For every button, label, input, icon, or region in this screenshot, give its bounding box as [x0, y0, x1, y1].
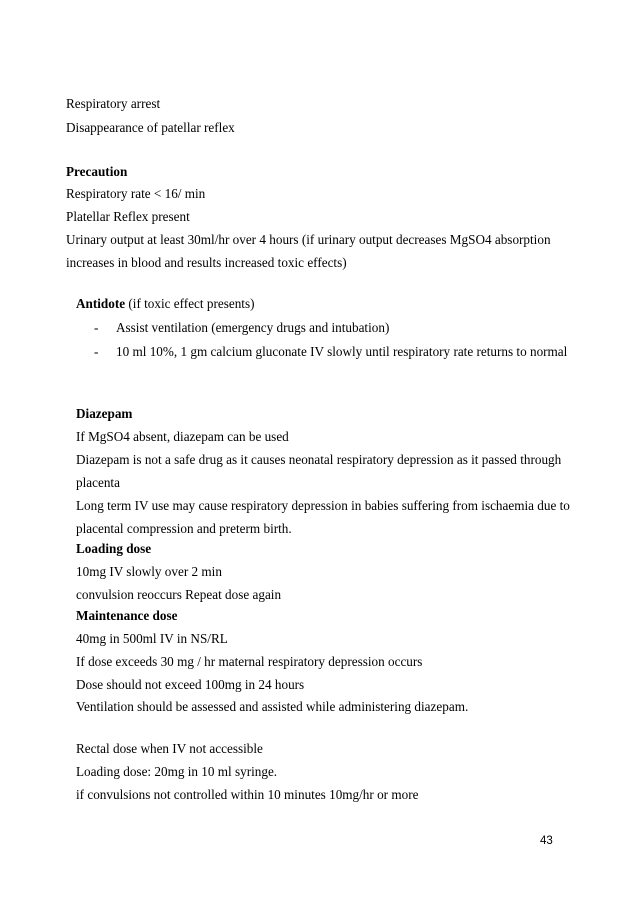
- diazepam-line: placental compression and preterm birth.: [76, 521, 292, 536]
- loading-dose-heading: Loading dose: [76, 541, 152, 556]
- diazepam-line: placenta: [76, 475, 120, 490]
- maintenance-dose-line: Ventilation should be assessed and assisted while administering diazepam.: [76, 699, 469, 714]
- precaution-line: Urinary output at least 30ml/hr over 4 hours (if urinary output decreases MgSO4 absorption: [66, 232, 551, 247]
- diazepam-line: If MgSO4 absent, diazepam can be used: [76, 429, 289, 444]
- antidote-bullet-item: Assist ventilation (emergency drugs and intubation): [116, 320, 390, 335]
- bullet-dash: -: [94, 320, 99, 335]
- precaution-heading: Precaution: [66, 164, 128, 179]
- precaution-line: Platellar Reflex present: [66, 209, 190, 224]
- text-line-respiratory-arrest: Respiratory arrest: [66, 96, 161, 111]
- maintenance-dose-heading: Maintenance dose: [76, 608, 178, 623]
- rectal-dose-line: if convulsions not controlled within 10 minutes 10mg/hr or more: [76, 787, 419, 802]
- page-number: 43: [540, 835, 553, 847]
- diazepam-heading: Diazepam: [76, 406, 133, 421]
- precaution-line: Respiratory rate < 16/ min: [66, 186, 206, 201]
- maintenance-dose-line: If dose exceeds 30 mg / hr maternal respiratory depression occurs: [76, 654, 423, 669]
- maintenance-dose-line: 40mg in 500ml IV in NS/RL: [76, 631, 228, 646]
- precaution-line: increases in blood and results increased toxic effects): [66, 255, 347, 270]
- diazepam-line: Diazepam is not a safe drug as it causes neonatal respiratory depression as it passed through: [76, 452, 562, 467]
- rectal-dose-line: Rectal dose when IV not accessible: [76, 741, 263, 756]
- antidote-heading-line: [76, 296, 254, 312]
- text-line-patellar-reflex: Disappearance of patellar reflex: [66, 120, 235, 135]
- maintenance-dose-line: Dose should not exceed 100mg in 24 hours: [76, 677, 305, 692]
- antidote-bullet-item: 10 ml 10%, 1 gm calcium gluconate IV slowly until respiratory rate returns to normal: [116, 344, 568, 359]
- antidote-heading: Antidote: [76, 296, 126, 311]
- loading-dose-line: 10mg IV slowly over 2 min: [76, 564, 222, 579]
- rectal-dose-line: Loading dose: 20mg in 10 ml syringe.: [76, 764, 278, 779]
- loading-dose-line: convulsion reoccurs Repeat dose again: [76, 587, 282, 602]
- antidote-heading-note: (if toxic effect presents): [125, 296, 255, 311]
- diazepam-line: Long term IV use may cause respiratory depression in babies suffering from ischaemia due to: [76, 498, 570, 513]
- bullet-dash: -: [94, 344, 99, 359]
